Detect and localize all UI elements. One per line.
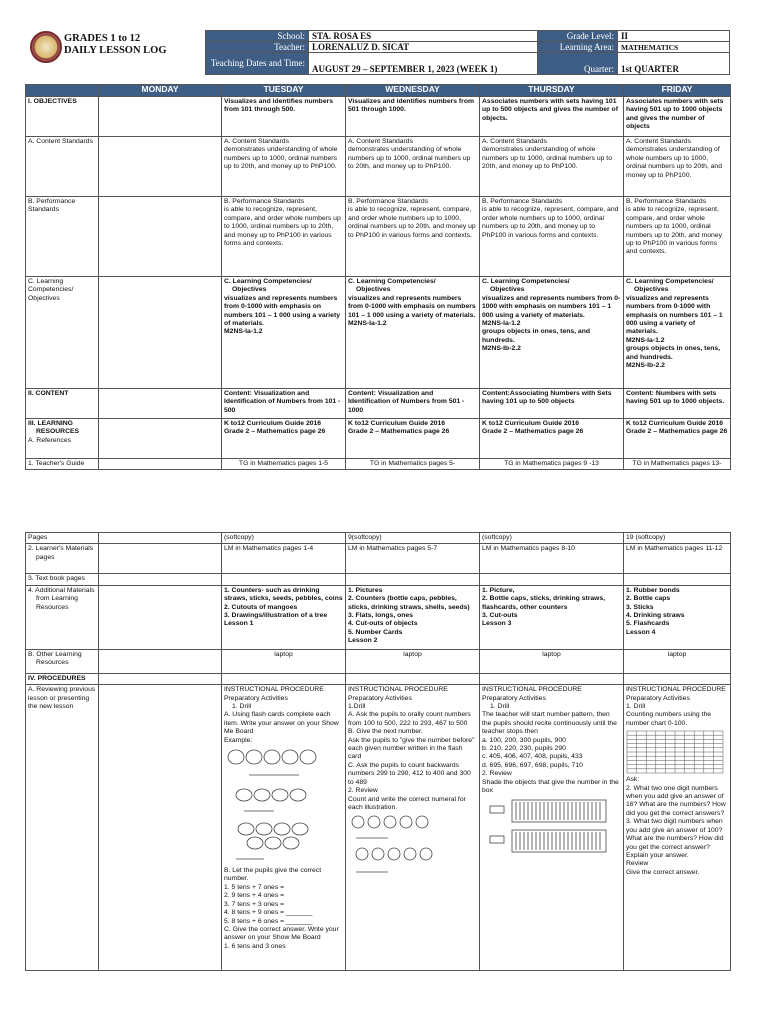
- teacher-value: LORENALUZ D. SICAT: [309, 42, 538, 53]
- header-info-grid: [205, 30, 730, 75]
- number-chart-illustration: [626, 730, 724, 774]
- quarter-label: Quarter:: [538, 53, 618, 75]
- dates-label: Teaching Dates and Time:: [206, 53, 309, 75]
- day-tuesday: TUESDAY: [222, 85, 346, 97]
- row-content: II. CONTENT Content: Visualization and Identification of Numbers from 101 - 500 Content: Visualization and Identification of Numbers from 501 - 1000 Content:Associating Numbers with Sets having 101 up to 500 objects Content: Numbers with sets having 501 up to 1000 objects.: [26, 389, 731, 419]
- row-procedures: IV. PROCEDURES: [26, 673, 731, 684]
- counters-illustration: [224, 747, 324, 865]
- deped-seal-logo: [30, 31, 62, 63]
- school-value: STA. ROSA ES: [309, 31, 538, 42]
- row-pages: Pages (softcopy) 9(softcopy) (softcopy) 19 (softcopy): [26, 533, 731, 544]
- area-label: Learning Area:: [538, 42, 618, 53]
- grade-label: Grade Level:: [538, 31, 618, 42]
- shade-objects-illustration: [482, 798, 610, 856]
- lesson-log-table-bottom: [25, 532, 731, 971]
- lesson-log-table-top: [25, 84, 731, 470]
- corner-header: [26, 85, 99, 97]
- dates-value: AUGUST 29 – SEPTEMBER 1, 2023 (WEEK 1): [309, 53, 538, 75]
- row-competencies: C. Learning Competencies/ Objectives C. Learning Competencies/ Objectives visualizes and represents numbers from 0-1000 with emphasis on numbers 101 – 1 000 using a variety of materials. M2NS-Ia-1.2 C. Learning Competencies/ Objectives visualizes and represents numbers from 0-1000 with emphasis on numbers 101 – 1 000 using a variety of materials. M2NS-Ia-1.2 C. Learning Competencies/ Objectives visualizes and represents numbers from 0-1000 with emphasis on numbers 101 – 1 000 using a variety of materials. M2NS-Ia-1.2 groups objects in ones, tens, and hundreds. M2NS-Ib-2.2 C. Learning Competencies/ Objectives visualizes and represents numbers from 0-1000 with emphasis on numbers 101 – 1 000 using a variety of materials. M2NS-Ia-1.2 groups objects in ones, tens, and hundreds. M2NS-Ib-2.2: [26, 277, 731, 389]
- school-label: School:: [206, 31, 309, 42]
- row-performance-standards: B. Performance Standards B. Performance Standards is able to recognize, represent, compare, and order whole numbers up to 1000, ordinal numbers up to 20th, and money up to PhP100 in various forms and contexts. B. Performance Standards is able to recognize, represent, compare, and order whole numbers up to 1000, ordinal numbers up to 20th, and money up to PhP100 in various forms and contexts. B. Performance Standards is able to recognize, represent, compare, and order whole numbers up to 1000, ordinal numbers up to 20th, and money up to PhP100 in various forms and contexts. B. Performance Standards is able to recognize, represent, compare, and order whole numbers up to 1000, ordinal numbers up to 20th, and money up to PhP100 in various forms and contexts.: [26, 197, 731, 277]
- row-other-resources: B. Other Learning Resources laptop laptop laptop laptop: [26, 649, 731, 673]
- day-thursday: THURSDAY: [480, 85, 624, 97]
- form-title: GRADES 1 to 12 DAILY LESSON LOG: [64, 33, 167, 56]
- row-reviewing: A. Reviewing previous lesson or presenting the new lesson INSTRUCTIONAL PROCEDURE Preparatory Activities 1. Drill A. Using flash cards complete each item. Write your answer on your Show Me Board Example: B. Let the pupils give the correct number. 1. 5 tens + 7 ones = 2. 9 tens + 4 ones = 3. 7 tens + 3 ones = 4. 8 tens + 9 ones = _______ 5. 8 tens + 6 ones = _______ C. Give the correct answer. Write your answer on your Show Me Board 1. 6 tens and 3 ones INSTRUCTIONAL PROCEDURE Preparatory Activities 1.Drill A. Ask the pupils to orally count numbers from 100 to 500, 222 to 293, 467 to 500 B. Give the next number. Ask the pupils to "give the number before" each given number written in the flash card C. Ask the pupils to count backwards numbers 299 to 290, 412 to 400 and 300 to 489 2. Review Count and write the correct numeral for each illustration. INSTRUCTIONAL PROCEDURE Preparatory Activities 1. Drill The teacher will start number pattern, then the pupils should recite continuously until the teacher stops then a. 100, 200, 300 pupils, 900 b. 210, 220, 230, pupils 290 c. 405, 406, 407, 408, pupils, 433 d. 695, 696, 697, 698, pupils, 710 2. Review Shade the objects that give the number in the box INSTRUCTIONAL PROCEDURE Preparatory Activities 1. Drill Counting numbers using the number chart 0-100. Ask: 2. What two one digit numbers when you add give an answer of 16? What are the numbers? How did you get the correct answers? 3. What two digit numbers when you add give an answer of 100? What are the numbers? How did you get the correct answer? Explain your answer. Review Give the correct answer.: [26, 685, 731, 971]
- row-additional-materials: 4. Additional Materials from Learning Resources 1. Counters- such as drinking straws, sticks, seeds, pebbles, coins 2. Cutouts of mangoes 3. Drawings/illustration of a tree Lesson 1 1. Pictures 2. Counters (bottle caps, pebbles, sticks, drinking straws, shells, seeds) 3. Flats, longs, ones 4. Cut-outs of objects 5. Number Cards Lesson 2 1. Picture, 2. Bottle caps, sticks, drinking straws, flashcards, other counters 3. Cut-outs Lesson 3 1. Rubber bonds 2. Bottle caps 3. Sticks 4. Drinking straws 5. Flashcards Lesson 4: [26, 585, 731, 649]
- grade-value: II: [618, 31, 730, 42]
- day-wednesday: WEDNESDAY: [346, 85, 480, 97]
- teacher-label: Teacher:: [206, 42, 309, 53]
- row-textbook: 3. Text book pages: [26, 574, 731, 585]
- row-teachers-guide: 1. Teacher's Guide TG in Mathematics pages 1-5 TG in Mathematics pages 5- TG in Mathematics pages 9 -13 TG in Mathematics pages 13-: [26, 459, 731, 470]
- quarter-value: 1st QUARTER: [618, 53, 730, 75]
- header: [25, 27, 730, 77]
- row-objectives: I. OBJECTIVES Visualizes and identifies numbers from 101 through 500. Visualizes and identifies numbers from 501 through 1000. Associates numbers with sets having 101 up to 500 objects and gives the number of objects. Associates numbers with sets having 501 up to 1000 objects and gives the number of objects: [26, 97, 731, 137]
- row-resources: III. LEARNING RESOURCES A. References K to12 Curriculum Guide 2016 Grade 2 – Mathematics page 26 K to12 Curriculum Guide 2016 Grade 2 – Mathematics page 26 K to12 Curriculum Guide 2016 Grade 2 – Mathematics page 26 K to12 Curriculum Guide 2016 Grade 2 – Mathematics page 26: [26, 419, 731, 459]
- area-value: MATHEMATICS: [618, 42, 730, 53]
- day-friday: FRIDAY: [624, 85, 731, 97]
- count-illustration: [348, 814, 458, 878]
- day-monday: MONDAY: [99, 85, 222, 97]
- row-content-standards: A. Content Standards A. Content Standards demonstrates understanding of whole numbers up to 1000, ordinal numbers up to 20th, and money up to PhP100. A. Content Standards demonstrates understanding of whole numbers up to 1000, ordinal numbers up to 20th, and money up to PhP100. A. Content Standards demonstrates understanding of whole numbers up to 1000, ordinal numbers up to 20th, and money up to PhP100. A. Content Standards demonstrates understanding of whole numbers up to 1000, ordinal numbers up to 20th, and money up to PhP100.: [26, 137, 731, 197]
- row-learners-materials: 2. Learner's Materials pages LM in Mathematics pages 1-4 LM in Mathematics pages 5-7 LM in Mathematics pages 8-10 LM in Mathematics pages 11-12: [26, 544, 731, 574]
